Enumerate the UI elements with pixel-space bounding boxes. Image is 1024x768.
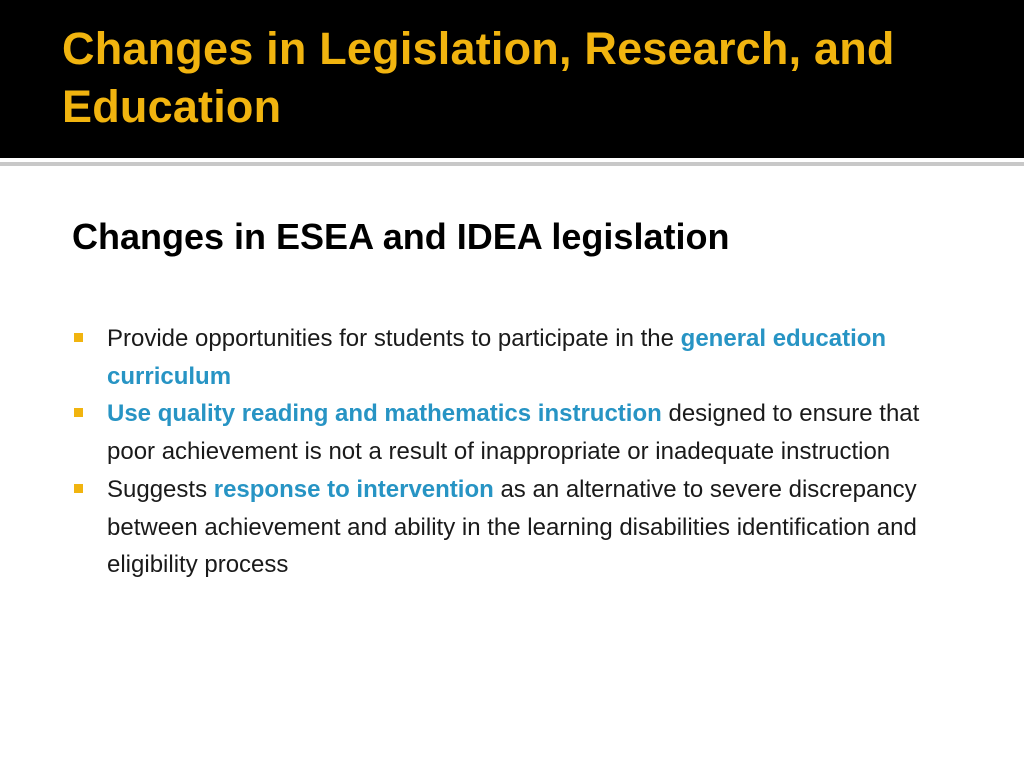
square-bullet-icon — [74, 408, 83, 417]
square-bullet-icon — [74, 484, 83, 493]
bullet-item — [72, 320, 952, 395]
bullet-highlight: general education curriculum — [107, 325, 887, 390]
slide-subheading: Changes in ESEA and IDEA legislation — [72, 216, 730, 257]
bullet-text: as an alternative to severe discrepancy between achievement and ability in the learning disabilities identification and eligibility process — [107, 475, 917, 579]
bullet-highlight: response to intervention — [213, 475, 494, 503]
bullet-text: designed to ensure that poor achievement is not a result of inappropriate or inadequate instruction — [107, 400, 920, 466]
bullet-text: Provide opportunities for students to participate in the — [107, 325, 681, 352]
title-bar — [0, 0, 1024, 158]
bullet-list — [72, 320, 952, 584]
bullet-item — [72, 395, 952, 470]
bullet-item — [72, 471, 952, 584]
square-bullet-icon — [74, 333, 83, 342]
bullet-highlight: Use quality reading and mathematics instruction — [107, 400, 662, 428]
bullet-text: Suggests — [107, 475, 214, 503]
slide-title: Changes in Legislation, Research, and Education — [62, 23, 895, 132]
title-divider-shadow — [0, 162, 1024, 166]
